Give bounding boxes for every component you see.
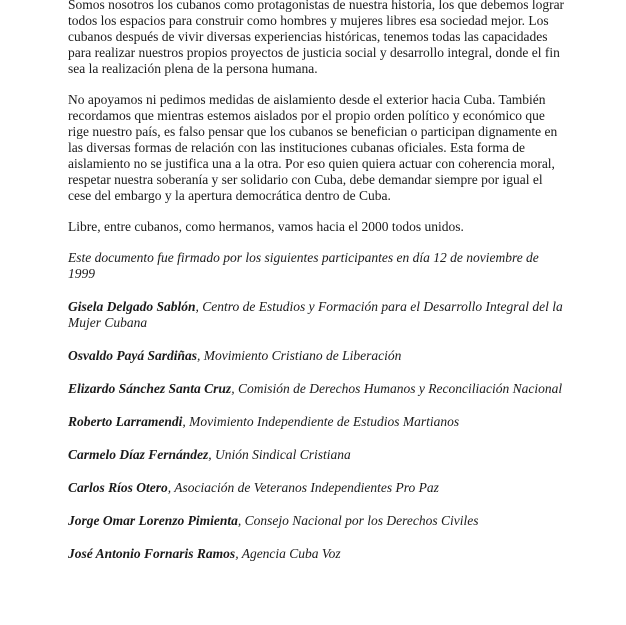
signer-org: , Movimiento Cristiano de Liberación — [197, 348, 402, 363]
signer-entry — [68, 414, 568, 430]
paragraph-history: Somos nosotros los cubanos como protagonistas de nuestra historia, los que debemos lograr todos los espacios para construir como hombres y mujeres libres esa sociedad mejor. Los cubanos después de vivir diversas experiencias históricas, tenemos todas las capacidades para realizar nuestros propios proyectos de justicia social y desarrollo integral, donde el fin sea la realización plena de la persona humana. — [68, 0, 565, 76]
signer-entry — [68, 348, 568, 364]
signer-name: Carmelo Díaz Fernández — [68, 447, 209, 462]
signing-note: Este documento fue firmado por los siguientes participantes en día 12 de noviembre de 1999 — [68, 250, 539, 281]
signer-org: , Asociación de Veteranos Independientes Pro Paz — [167, 480, 439, 495]
signer-org: , Comisión de Derechos Humanos y Reconciliación Nacional — [231, 381, 563, 396]
paragraph-closing: Libre, entre cubanos, como hermanos, vamos hacia el 2000 todos unidos. — [68, 219, 464, 234]
signer-list — [68, 299, 568, 562]
signer-org: , Consejo Nacional por los Derechos Civiles — [237, 513, 479, 528]
signer-entry — [68, 447, 568, 463]
signer-name: Roberto Larramendi — [68, 414, 183, 429]
signer-name: José Antonio Fornaris Ramos — [68, 546, 236, 561]
signer-entry — [68, 513, 568, 529]
signer-org: , Centro de Estudios y Formación para el Desarrollo Integral del la Mujer Cubana — [68, 299, 563, 330]
signer-entry — [68, 299, 568, 331]
signer-entry — [68, 546, 568, 562]
signer-entry — [68, 480, 568, 496]
signer-org: , Unión Sindical Cristiana — [208, 447, 351, 462]
paragraph-isolation: No apoyamos ni pedimos medidas de aislamiento desde el exterior hacia Cuba. También recordamos que mientras estemos aislados por el propio orden político y económico que rige nuestro país, es falso pensar que los cubanos se benefician o participan dignamente en las diversas formas de relación con las instituciones cubanas oficiales. Esta forma de aislamiento no se justifica una a la otra. Por eso quien quiera actuar con coherencia moral, respetar nuestra soberanía y ser solidario con Cuba, debe demandar siempre por igual el cese del embargo y la apertura democrática dentro de Cuba. — [68, 92, 558, 203]
signer-name: Elizardo Sánchez Santa Cruz — [68, 381, 232, 396]
signer-name: Gisela Delgado Sablón — [68, 299, 196, 314]
document-body — [68, 0, 568, 579]
signer-org: , Agencia Cuba Voz — [235, 546, 341, 561]
signer-entry — [68, 381, 568, 397]
signer-name: Jorge Omar Lorenzo Pimienta — [68, 513, 238, 528]
signer-org: , Movimiento Independiente de Estudios Martianos — [182, 414, 460, 429]
signer-name: Osvaldo Payá Sardiñas — [68, 348, 198, 363]
signer-name: Carlos Ríos Otero — [68, 480, 168, 495]
